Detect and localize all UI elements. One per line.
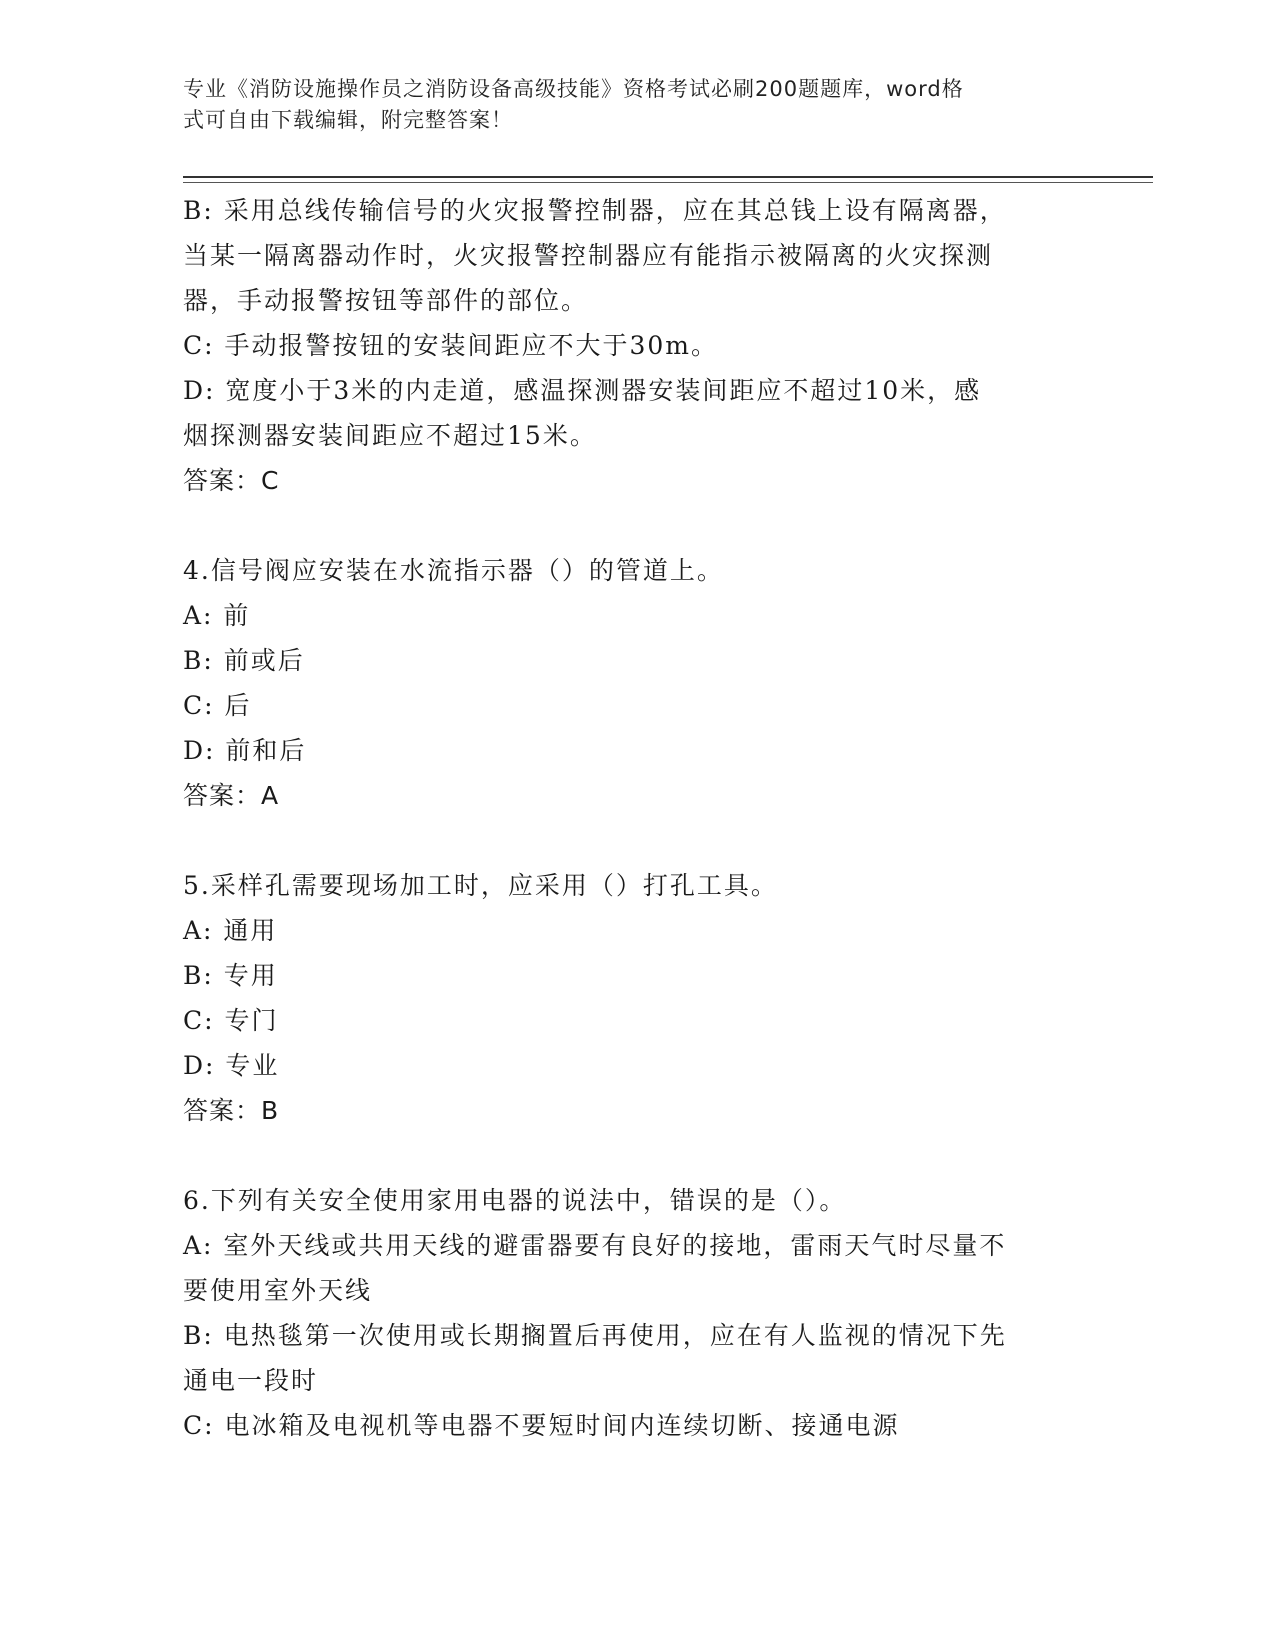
option-a: A: 前 [183,601,251,630]
option-b: B: 专用 [183,961,278,990]
option-b: B: 前或后 [183,646,305,675]
question-6 [183,1178,1083,1448]
option-c: C: 后 [183,691,252,720]
option-d: D: 前和后 [183,736,307,765]
question-stem: 5.采样孔需要现场加工时，应采用（）打孔工具。 [183,871,778,900]
document-header [183,74,1063,136]
option-a-line-1: A: 室外天线或共用天线的避雷器要有良好的接地，雷雨天气时尽量不 [183,1231,1007,1260]
question-stem: 4.信号阀应安装在水流指示器（）的管道上。 [183,556,724,585]
option-c: C: 电冰箱及电视机等电器不要短时间内连续切断、接通电源 [183,1411,900,1440]
question-stem: 6.下列有关安全使用家用电器的说法中，错误的是（）。 [183,1186,847,1215]
question-3-continued [183,188,1083,503]
header-line-1: 专业《消防设施操作员之消防设备高级技能》资格考试必刷200题题库，word格 [183,77,964,101]
question-gap [183,503,1083,548]
answer: 答案：B [183,1096,280,1125]
option-d: D: 专业 [183,1051,280,1080]
option-b-line-2: 当某一隔离器动作时，火灾报警控制器应有能指示被隔离的火灾探测 [183,241,994,270]
answer: 答案：A [183,781,280,810]
question-gap [183,1133,1083,1178]
header-divider-thick [183,176,1153,178]
document-body [183,188,1083,1448]
option-c: C: 专门 [183,1006,279,1035]
option-d-line-2: 烟探测器安装间距应不超过15米。 [183,421,597,450]
option-b-line-1: B: 采用总线传输信号的火灾报警控制器，应在其总钱上设有隔离器， [183,196,1007,225]
question-4 [183,548,1083,818]
option-a-line-2: 要使用室外天线 [183,1276,373,1305]
option-c: C: 手动报警按钮的安装间距应不大于30m。 [183,331,719,360]
header-line-2: 式可自由下载编辑，附完整答案！ [183,108,513,132]
question-gap [183,818,1083,863]
option-d-line-1: D: 宽度小于3米的内走道，感温探测器安装间距应不超过10米，感 [183,376,982,405]
question-5 [183,863,1083,1133]
option-b-line-2: 通电一段时 [183,1366,319,1395]
option-a: A: 通用 [183,916,278,945]
header-divider-thin [183,182,1153,183]
option-b-line-3: 器，手动报警按钮等部件的部位。 [183,286,589,315]
answer: 答案：C [183,466,280,495]
option-b-line-1: B: 电热毯第一次使用或长期搁置后再使用，应在有人监视的情况下先 [183,1321,1007,1350]
